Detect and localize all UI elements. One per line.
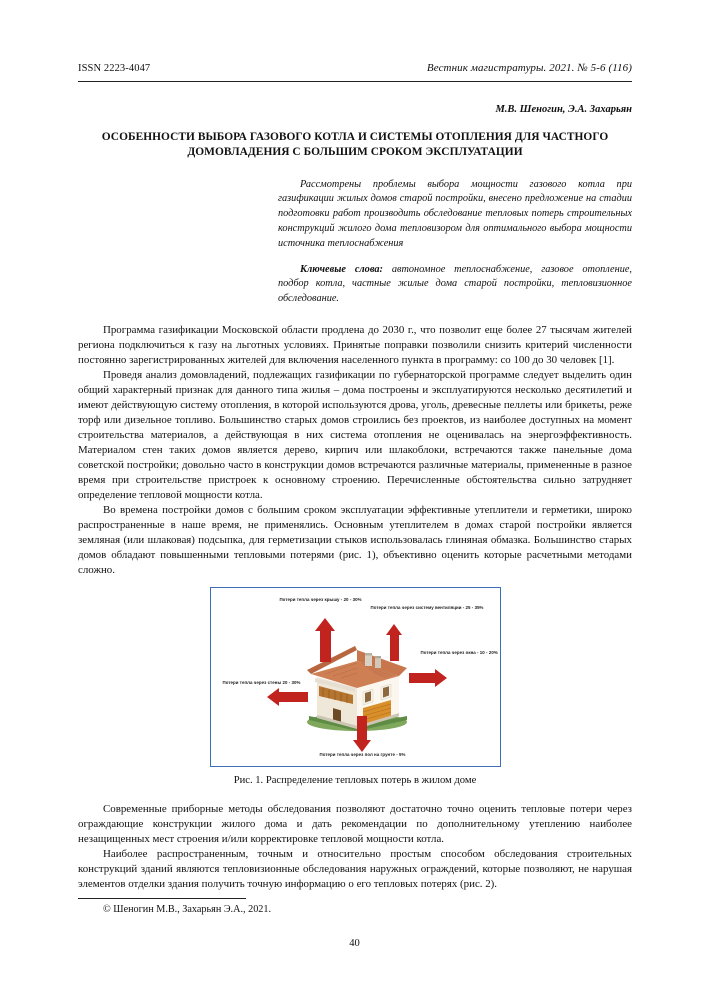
figure-caption: Рис. 1. Распределение тепловых потерь в жилом доме — [233, 774, 477, 786]
arrow-shaft — [278, 692, 308, 702]
paragraph-2: Проведя анализ домовладений, подлежащих газификации по губернаторской программе следует выделить один общий характерный признак для данного типа жилья – дома построены и эксплуатируются несколько десятилетий и имеют действующую систему отопления, в которой используются дрова, уголь, древесные пеллеты или брикеты, реже торф или дизельное топливо. Большинство старых домов строились без проектов, из наиболее доступных на момент строительства материалов, а действующая в них система отопления не оценивалась на энергоэффективность. Материалом стен таких домов является дерево, кирпич или шлакоблоки, встречаются также панельные дома советской постройки; довольно часто в конструкции домов встречаются различные материалы, примененные в разное время при строительстве пристроек к основному строению. Перечисленные обстоятельства сильно затрудняет определение тепловой мощности котла. — [78, 369, 632, 501]
arrow-shaft — [357, 716, 367, 742]
footnote-divider — [78, 898, 246, 899]
page-content — [78, 62, 632, 892]
figure-label-ventilation: Потери тепла через систему вентиляции - 25 - 35% — [370, 604, 484, 610]
paragraph-3: Во времена постройки домов с большим сроком эксплуатации эффективные утеплители и герметики, широко распространенные в наше время, не применялись. Основным утеплителем в домах старой постройки является земляная (или шлаковая) подсыпка, для герметизации стыков использовалась глиняная обмазка. Большинство старых домов обладают повышенными тепловыми потерями (рис. 1), объективно оценить которые расчетными методами сложно. — [78, 503, 632, 576]
keywords-label: Ключевые слова: — [300, 263, 383, 275]
article-body-continued — [78, 802, 632, 892]
arrow-shaft — [390, 633, 399, 661]
article-body — [78, 323, 632, 578]
figure-label-walls: Потери тепла через стены 20 - 30% — [222, 679, 301, 685]
figure-image — [210, 587, 501, 767]
header-divider — [78, 81, 632, 82]
issn-text: ISSN 2223-4047 — [78, 63, 151, 74]
authors-line: М.В. Шеногин, Э.А. Захарьян — [495, 104, 632, 115]
arrow-head-down-icon — [353, 740, 371, 752]
article-title: ОСОБЕННОСТИ ВЫБОРА ГАЗОВОГО КОТЛА И СИСТЕМЫ ОТОПЛЕНИЯ ДЛЯ ЧАСТНОГО ДОМОВЛАДЕНИЯ С БОЛЬШИМ СРОКОМ ЭКСПЛУАТАЦИИ — [101, 131, 609, 159]
keywords-text — [278, 263, 632, 307]
journal-title-text: Вестник магистратуры. 2021. № 5-6 (116) — [426, 62, 632, 74]
arrow-shaft — [320, 629, 331, 662]
running-head — [78, 62, 632, 74]
keywords-list: автономное теплоснабжение, газовое отопление, подбор котла, частные жилые дома старой постройки, тепловизионное обследование. — [278, 263, 632, 305]
figure-label-floor: Потери тепла через пол на грунте - 5% — [319, 751, 406, 757]
abstract-block — [278, 178, 632, 308]
paragraph-4: Современные приборные методы обследования позволяют достаточно точно оценить тепловые потери через ограждающие конструкции жилого дома и дать рекомендации по дополнительному утеплению наиболее незащищенных мест строения и/или корректировке тепловой мощности котла. — [78, 802, 632, 845]
page-number: 40 — [349, 938, 360, 949]
footnote-block — [78, 898, 632, 915]
paragraph-5: Наиболее распространенным, точным и относительно простым способом обследования строительных конструкций зданий являются тепловизионные обследования наружных ограждений, которые позволяют, не нарушая элементов отделки здания получить точную информацию о его тепловых потерях (рис. 2). — [78, 847, 632, 890]
arrow-shaft — [409, 673, 437, 683]
arrow-head-right-icon — [435, 669, 447, 687]
figure-1 — [78, 587, 632, 786]
abstract-text: Рассмотрены проблемы выбора мощности газового котла при газификации жилых домов старой постройки, внесено предложение на стадии подготовки работ производить обследование тепловых потерь строительных конструкций жилого дома тепловизором для оптимального выбора мощности источника теплоснабжения — [278, 178, 632, 249]
figure-label-windows: Потери тепла через окна - 10 - 20% — [420, 649, 498, 655]
figure-label-roof: Потери тепла через крышу - 20 - 30% — [279, 596, 362, 602]
copyright-notice: © Шеногин М.В., Захарьян Э.А., 2021. — [103, 904, 272, 915]
paragraph-1: Программа газификации Московской области продлена до 2030 г., что позволит еще более 27 тысячам жителей региона подключиться к газу на льготных условиях. Принятые поправки позволили снизить критерий численности постоянно зарегистрированных жителей для включения населенного пункта в программу: со 100 до 30 человек [1]. — [78, 324, 632, 367]
